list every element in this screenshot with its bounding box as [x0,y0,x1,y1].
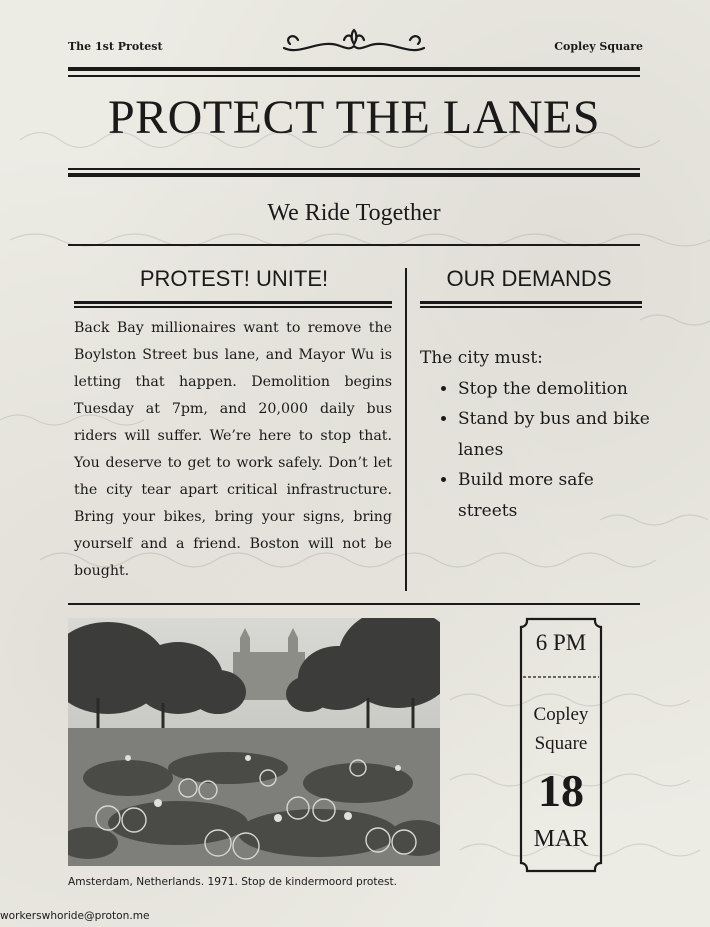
masthead-left-label: The 1st Protest [68,40,163,53]
headline-rule-thin [68,168,640,170]
headline: PROTECT THE LANES [107,91,601,144]
right-title-rule-thick [420,301,642,304]
demands-section-title: OUR DEMANDS [446,266,612,291]
top-rule-thin [68,75,640,77]
demand-item: • Build more safe streets [458,465,650,526]
subhead-rule [68,244,640,246]
demand-item: • Stop the demolition [458,374,650,405]
right-title-rule-thin [420,306,642,308]
subheadline: We Ride Together [267,200,441,226]
flourish-ornament-icon [280,26,428,62]
protest-body-text: Back Bay millionaires want to remove the Boylston Street bus lane, and Mayor Wu is letting that happen. Demolition begins Tuesday at 7pm, and 20,000 daily bus riders will suffer. We’re here to stop that. You deserve to get to work safely. Don’t let the city tear apart critical infrastructure. Bring your bikes, bring your signs, bring yourself and a friend. Boston will not be bought. [74,320,392,579]
protest-photo-image [68,618,440,866]
event-time: 6 PM [535,630,587,655]
protest-photo [68,618,440,866]
contact-email[interactable]: workerswhoride@proton.me [0,910,150,922]
demands-block [420,343,650,526]
photo-caption: Amsterdam, Netherlands. 1971. Stop de kindermoord protest. [68,876,398,888]
event-location: Copley Square [533,704,589,754]
column-divider [405,268,407,591]
top-rule-thick [68,67,640,71]
masthead-right-label: Copley Square [554,40,643,53]
demand-item: • Stand by bus and bike lanes [458,404,650,465]
demands-intro: The city must: [420,348,543,368]
demands-list [420,374,650,527]
protest-section-title: PROTEST! UNITE! [139,266,329,291]
left-title-rule-thin [74,306,392,308]
left-title-rule-thick [74,301,392,304]
event-day: 18 [538,765,584,816]
event-month: MAR [533,826,589,852]
headline-rule-thick [68,173,640,177]
lower-rule [68,603,640,605]
